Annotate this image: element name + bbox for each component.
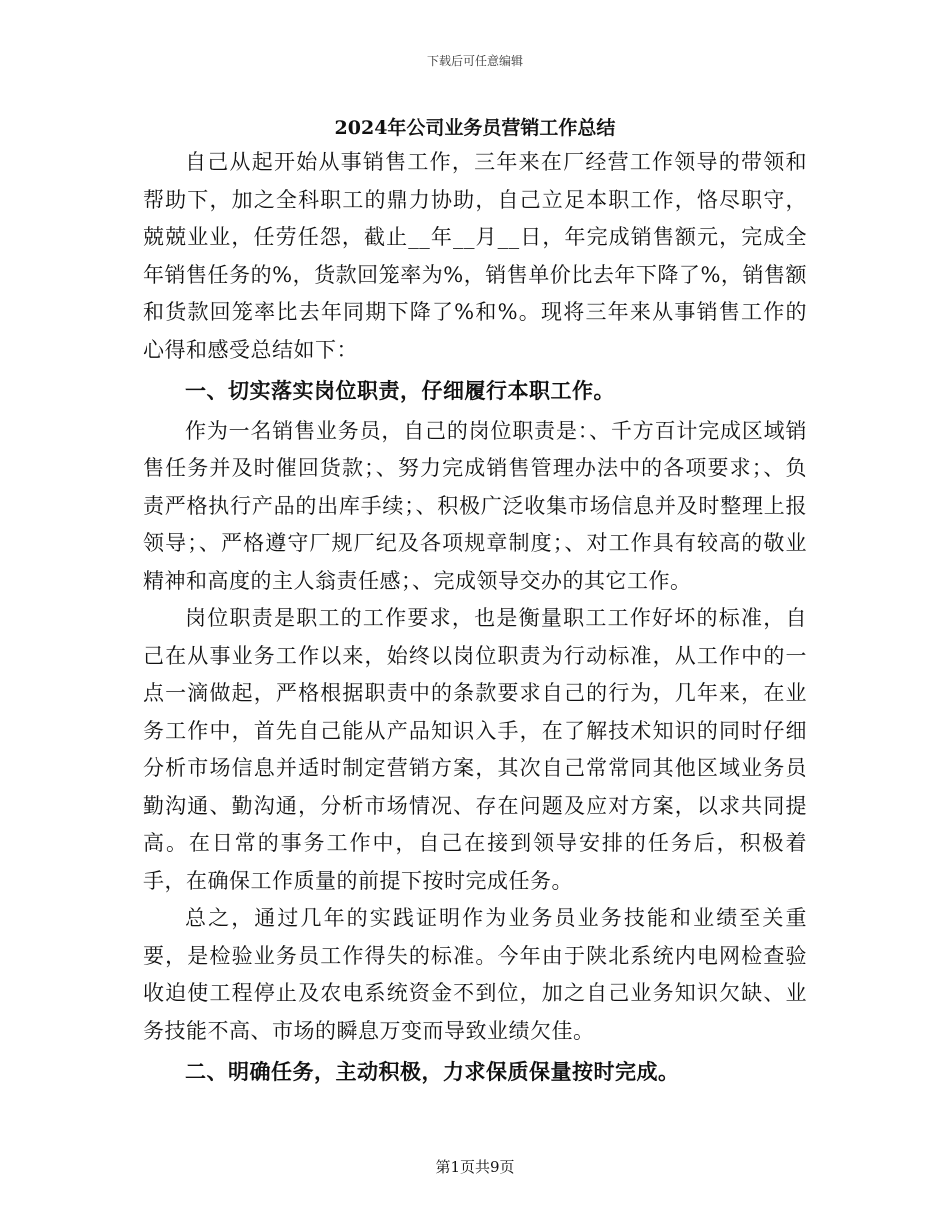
paragraph-responsibility-standard: 岗位职责是职工的工作要求，也是衡量职工工作好坏的标准，自己在从事业务工作以来，始终以岗位职责为行动标准，从工作中的一点一滴做起，严格根据职责中的条款要求自己的行为，几年来，在业务工作中，首先自己能从产品知识入手，在了解技术知识的同时仔细分析市场信息并适时制定营销方案，其次自己常常同其他区域业务员勤沟通、勤沟通，分析市场情况、存在问题及应对方案，以求共同提高。在日常的事务工作中，自己在接到领导安排的任务后，积极着手，在确保工作质量的前提下按时完成任务。 xyxy=(143,606,807,893)
section-heading-2: 二、明确任务，主动积极，力求保质保量按时完成。 xyxy=(185,1059,680,1084)
section-heading-1: 一、切实落实岗位职责，仔细履行本职工作。 xyxy=(185,378,615,403)
paragraph-duties: 作为一名销售业务员，自己的岗位职责是：、千方百计完成区域销售任务并及时催回货款；、努力完成销售管理办法中的各项要求；、负责严格执行产品的出库手续；、积极广泛收集市场信息并及时整理上报领导；、严格遵守厂规厂纪及各项规章制度；、对工作具有较高的敬业精神和高度的主人翁责任感；、完成领导交办的其它工作。 xyxy=(143,418,807,593)
page-number-footer: 第1页共9页 xyxy=(435,1158,515,1176)
page-header-note: 下载后可任意编辑 xyxy=(426,54,523,68)
document-body xyxy=(143,144,807,1094)
paragraph-summary: 总之，通过几年的实践证明作为业务员业务技能和业绩至关重要，是检验业务员工作得失的标准。今年由于陕北系统内电网检查验收迫使工程停止及农电系统资金不到位，加之自己业务知识欠缺、业务技能不高、市场的瞬息万变而导致业绩欠佳。 xyxy=(143,906,807,1043)
document-title: 2024年公司业务员营销工作总结 xyxy=(334,117,616,139)
paragraph-intro: 自己从起开始从事销售工作，三年来在厂经营工作领导的带领和帮助下，加之全科职工的鼎力协助，自己立足本职工作，恪尽职守，兢兢业业，任劳任怨，截止__年__月__日，年完成销售额元，完成全年销售任务的%，货款回笼率为%，销售单价比去年下降了%，销售额和货款回笼率比去年同期下降了%和%。现将三年来从事销售工作的心得和感受总结如下： xyxy=(143,150,807,362)
